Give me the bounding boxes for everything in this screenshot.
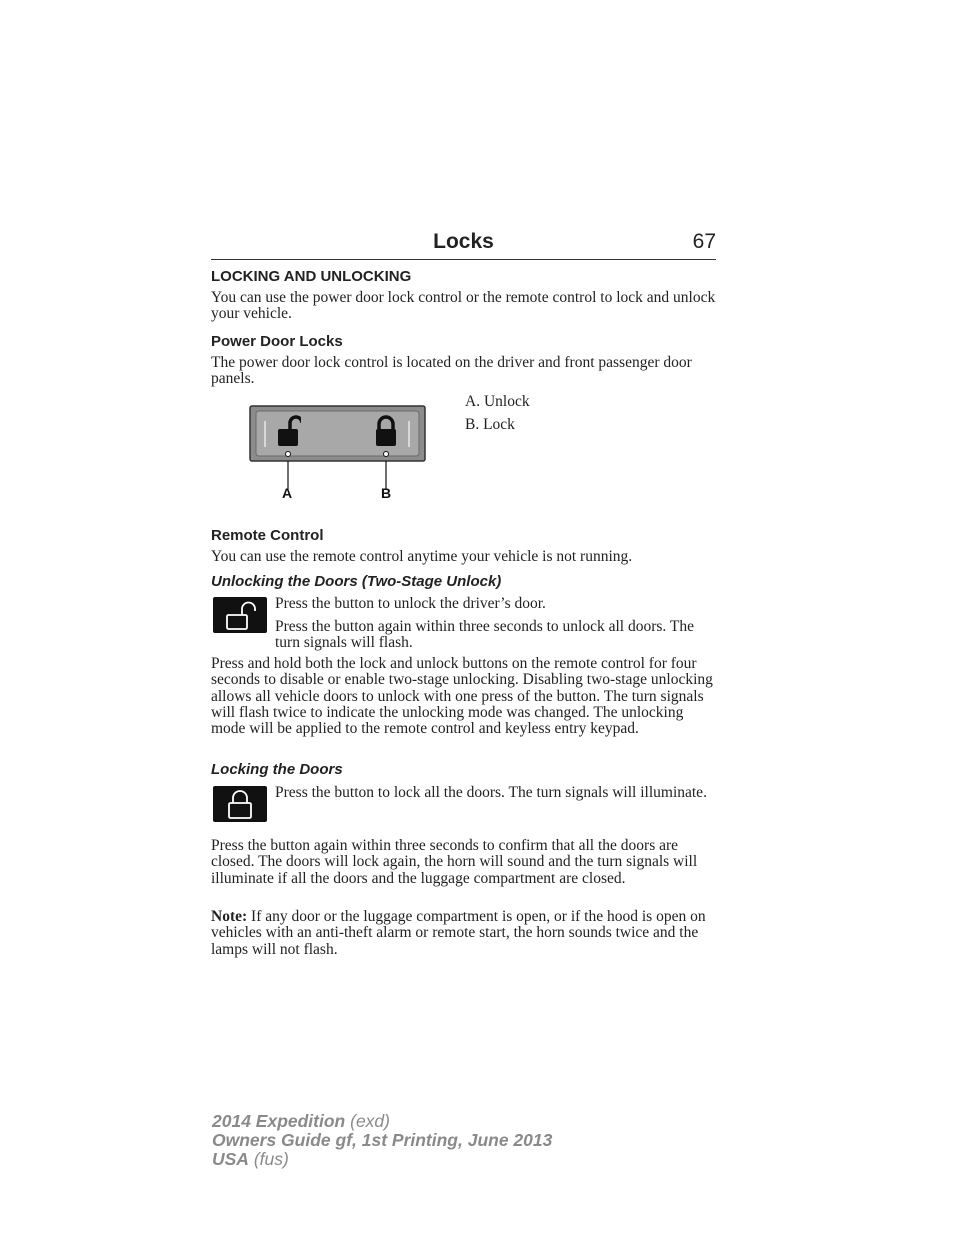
footer-guide-text: Owners Guide gf, 1st Printing, June 2013 bbox=[212, 1130, 553, 1150]
note-label: Note: bbox=[211, 908, 248, 925]
legend-item-unlock: A. Unlock bbox=[465, 393, 530, 410]
lock-step-1: Press the button to lock all the doors. The turn signals will illuminate. bbox=[275, 784, 707, 801]
note-text: If any door or the luggage compartment is open, or if the hood is open on vehicles with an anti-theft alarm or remote start, the horn sounds twice and the lamps will not flash. bbox=[211, 908, 706, 958]
page-header bbox=[211, 228, 716, 260]
page-number: 67 bbox=[692, 230, 716, 253]
footer-model-name: 2014 Expedition bbox=[212, 1111, 346, 1131]
lock-icon bbox=[375, 415, 399, 449]
footer-region bbox=[212, 1150, 289, 1169]
footer-guide bbox=[212, 1131, 552, 1150]
unlock-icon bbox=[277, 415, 301, 449]
figure-label-a: A bbox=[282, 485, 293, 501]
figure-label-b: B bbox=[381, 485, 392, 501]
heading-power-door-locks: Power Door Locks bbox=[211, 333, 343, 350]
footer-region-name: USA bbox=[212, 1149, 249, 1169]
unlock-step-1: Press the button to unlock the driver’s door. bbox=[275, 595, 546, 612]
chapter-title: Locks bbox=[433, 230, 494, 253]
door-lock-control-figure bbox=[249, 405, 427, 505]
heading-locking-doors: Locking the Doors bbox=[211, 761, 343, 778]
remote-unlock-icon bbox=[213, 597, 267, 633]
two-stage-unlock-text: Press and hold both the lock and unlock buttons on the remote control for four seconds to disable or enable two-stage unlocking. Disabling two-stage unlocking allows all vehicle doors to unlock with one press of the button. The turn signals will flash twice to indicate the unlocking mode was changed. The unlocking mode will be applied to the remote control and keyless entry keypad. bbox=[211, 655, 713, 738]
legend-item-lock: B. Lock bbox=[465, 416, 515, 433]
section-heading-locking: LOCKING AND UNLOCKING bbox=[211, 268, 412, 285]
remote-control-text: You can use the remote control anytime your vehicle is not running. bbox=[211, 548, 633, 565]
locking-intro-text: You can use the power door lock control or the remote control to lock and unlock your vehicle. bbox=[211, 289, 716, 323]
footer-region-code: (fus) bbox=[253, 1149, 289, 1169]
footer-model-code: (exd) bbox=[350, 1111, 390, 1131]
lock-confirm-text: Press the button again within three seconds to confirm that all the doors are closed. The doors will lock again, the horn will sound and the turn signals will illuminate if all the doors and the luggage compartment are closed. bbox=[211, 837, 698, 887]
power-door-locks-text: The power door lock control is located on the driver and front passenger door panels. bbox=[211, 354, 692, 388]
note-paragraph bbox=[211, 909, 716, 958]
heading-unlocking-doors: Unlocking the Doors (Two-Stage Unlock) bbox=[211, 573, 502, 590]
footer-model bbox=[212, 1112, 390, 1131]
unlock-step-2: Press the button again within three seconds to unlock all doors. The turn signals will flash. bbox=[275, 618, 694, 652]
remote-lock-icon bbox=[213, 786, 267, 822]
heading-remote-control: Remote Control bbox=[211, 527, 324, 544]
